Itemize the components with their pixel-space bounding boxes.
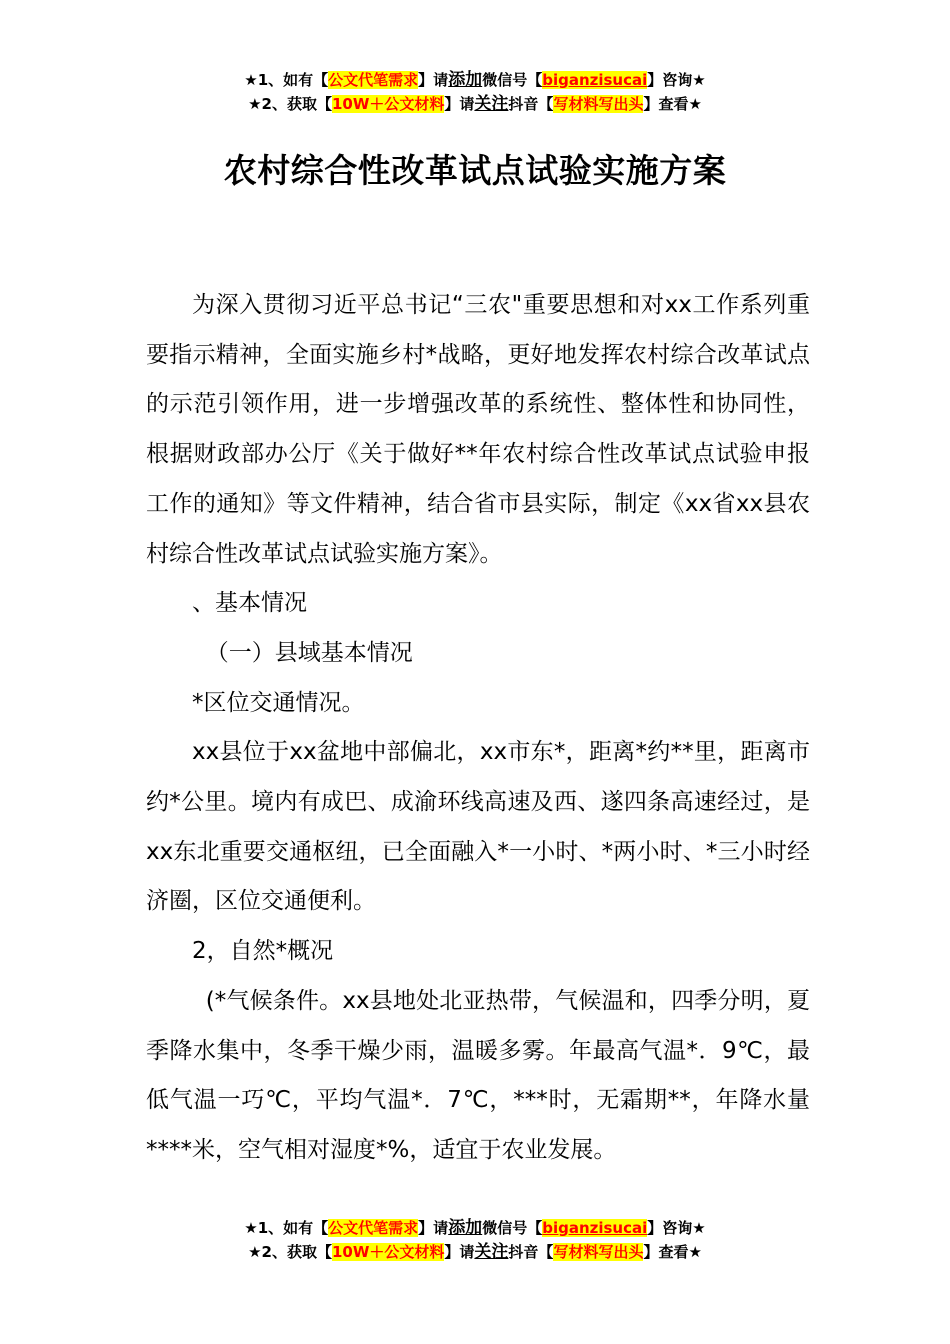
subsection-heading-county-situation: （一）县域基本情况 — [205, 639, 413, 666]
header-banner-line-2: ★2、获取【10W＋公文材料】请关注抖音【写材料写出头】查看★ — [248, 94, 702, 114]
footer-banner-line-2: ★2、获取【10W＋公文材料】请关注抖音【写材料写出头】查看★ — [248, 1242, 702, 1262]
header-banner-line-1: ★1、如有【公文代笔需求】请添加微信号【biganzisucai】咨询★ — [244, 70, 706, 90]
item-heading-location-transport: *区位交通情况。 — [192, 689, 365, 716]
header-highlight-materials: 10W＋公文材料 — [331, 95, 445, 113]
header-douyin-account: 写材料写出头 — [553, 95, 644, 113]
header-emphasis-follow: 关注 — [474, 94, 509, 114]
footer-highlight-materials: 10W＋公文材料 — [331, 1243, 445, 1261]
document-body — [146, 281, 810, 1176]
intro-paragraph: 为深入贯彻习近平总书记“三农"重要思想和对xx工作系列重要指示精神，全面实施乡村*战略，更好地发挥农村综合改革试点的示范引领作用，进一步增强改革的系统性、整体性和协同性，根据财政部办公厅《关于做好**年农村综合性改革试点试验申报工作的通知》等文件精神，结合省市县实际，制定《xx省xx县农村综合性改革试点试验实施方案》。 — [146, 292, 810, 567]
header-wechat-id: biganzisucai — [542, 71, 648, 89]
section-heading-basic-situation: 、基本情况 — [192, 590, 307, 617]
document-title: 农村综合性改革试点试验实施方案 — [223, 151, 727, 190]
footer-wechat-id: biganzisucai — [542, 1219, 648, 1237]
footer-banner — [0, 1216, 950, 1264]
footer-douyin-account: 写材料写出头 — [553, 1243, 644, 1261]
footer-banner-line-1: ★1、如有【公文代笔需求】请添加微信号【biganzisucai】咨询★ — [244, 1218, 706, 1238]
climate-paragraph: (*气候条件。xx县地处北亚热带，气候温和，四季分明，夏季降水集中，冬季干燥少雨，温暖多雾。年最高气温*．9℃，最低气温一巧℃，平均气温*．7℃，***时，无霜期**，年降水量****米，空气相对湿度*%，适宜于农业发展。 — [146, 987, 810, 1163]
item-heading-natural-overview: 2，自然*概况 — [192, 938, 334, 965]
header-banner — [0, 68, 950, 116]
location-transport-paragraph: xx县位于xx盆地中部偏北，xx市东*，距离*约**里，距离市约*公里。境内有成巴、成渝环线高速及西、遂四条高速经过，是xx东北重要交通枢纽，已全面融入*一小时、*两小时、*三小时经济圈，区位交通便利。 — [146, 739, 810, 915]
footer-emphasis-add: 添加 — [448, 1218, 483, 1238]
header-highlight-ghostwriting: 公文代笔需求 — [328, 71, 419, 89]
footer-highlight-ghostwriting: 公文代笔需求 — [328, 1219, 419, 1237]
header-emphasis-add: 添加 — [448, 70, 483, 90]
footer-emphasis-follow: 关注 — [474, 1242, 509, 1262]
